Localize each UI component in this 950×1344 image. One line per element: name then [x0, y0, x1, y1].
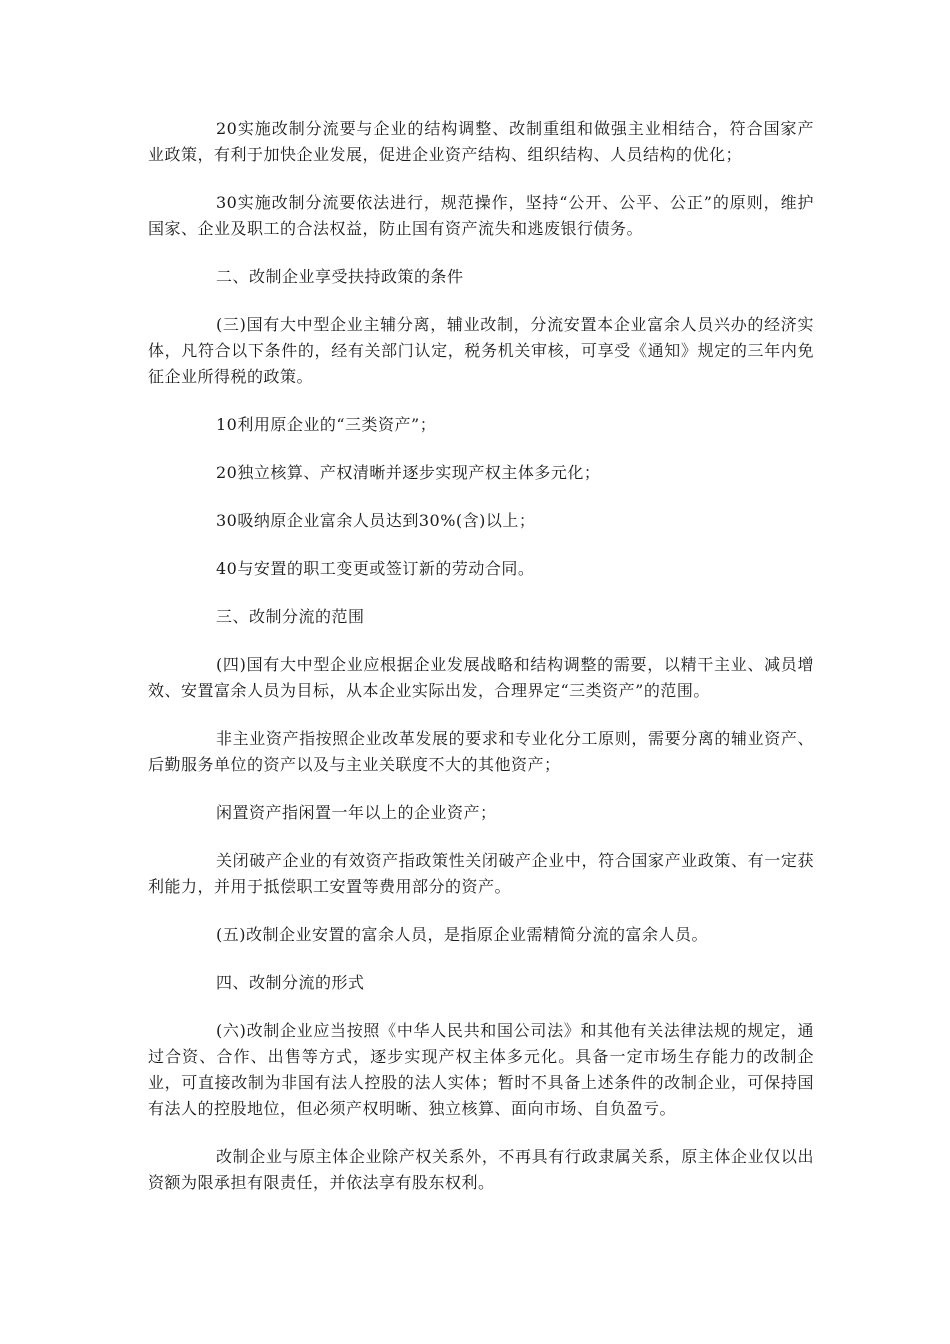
condition-item-2: 20独立核算、产权清晰并逐步实现产权主体多元化； — [216, 463, 601, 482]
paragraph-clause-5: (五)改制企业安置的富余人员，是指原企业需精简分流的富余人员。 — [216, 925, 708, 944]
paragraph-clause-6: (六)改制企业应当按照《中华人民共和国公司法》和其他有关法律法规的规定，通过合资、合作、出售等方式，逐步实现产权主体多元化。具备一定市场生存能力的改制企业，可直接改制为非国有法人控股的法人实体；暂时不具备上述条件的改制企业，可保持国有法人的控股地位，但必须产权明晰、独立核算、面向市场、自负盈亏。 — [148, 1021, 814, 1118]
condition-item-1: 10利用原企业的“三类资产”； — [216, 415, 437, 434]
paragraph-item-3: 30实施改制分流要依法进行，规范操作，坚持“公开、公平、公正”的原则，维护国家、企业及职工的合法权益，防止国有资产流失和逃废银行债务。 — [148, 193, 814, 238]
definition-idle-assets: 闲置资产指闲置一年以上的企业资产； — [216, 803, 497, 822]
section-heading-4: 四、改制分流的形式 — [216, 973, 365, 992]
paragraph-relationship: 改制企业与原主体企业除产权关系外，不再具有行政隶属关系，原主体企业仅以出资额为限承担有限责任，并依法享有股东权利。 — [148, 1147, 814, 1192]
definition-bankruptcy-assets: 关闭破产企业的有效资产指政策性关闭破产企业中，符合国家产业政策、有一定获利能力，并用于抵偿职工安置等费用部分的资产。 — [148, 851, 814, 896]
section-heading-2: 二、改制企业享受扶持政策的条件 — [216, 267, 464, 286]
definition-non-core-assets: 非主业资产指按照企业改革发展的要求和专业化分工原则，需要分离的辅业资产、后勤服务单位的资产以及与主业关联度不大的其他资产； — [148, 729, 814, 774]
condition-item-4: 40与安置的职工变更或签订新的劳动合同。 — [216, 559, 535, 578]
paragraph-item-2: 20实施改制分流要与企业的结构调整、改制重组和做强主业相结合，符合国家产业政策，有利于加快企业发展，促进企业资产结构、组织结构、人员结构的优化； — [148, 119, 814, 164]
paragraph-clause-4: (四)国有大中型企业应根据企业发展战略和结构调整的需要，以精干主业、减员增效、安置富余人员为目标，从本企业实际出发，合理界定“三类资产”的范围。 — [148, 655, 814, 700]
condition-item-3: 30吸纳原企业富余人员达到30%(含)以上； — [216, 511, 536, 530]
document-body — [148, 116, 814, 1218]
section-heading-3: 三、改制分流的范围 — [216, 607, 365, 626]
paragraph-clause-3: (三)国有大中型企业主辅分离，辅业改制，分流安置本企业富余人员兴办的经济实体，凡符合以下条件的，经有关部门认定，税务机关审核，可享受《通知》规定的三年内免征企业所得税的政策。 — [148, 315, 814, 386]
